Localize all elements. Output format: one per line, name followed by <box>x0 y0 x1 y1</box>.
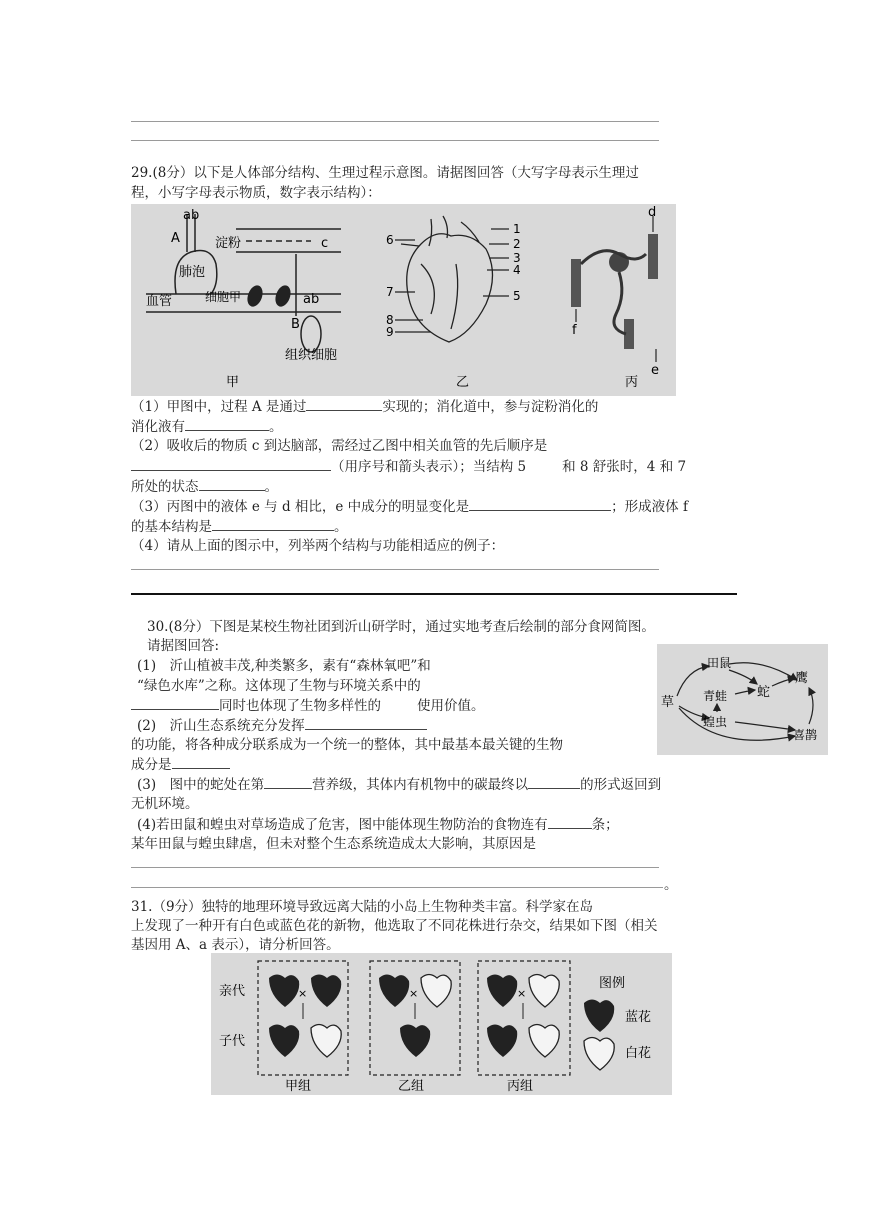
q31-figure-svg <box>211 953 672 1095</box>
panel-bing <box>571 216 658 362</box>
red-cell <box>273 283 294 308</box>
label-zuzhi: 组织细胞 <box>285 348 338 363</box>
node-tianshu: 田鼠 <box>707 656 732 670</box>
legend-title: 图例 <box>599 976 626 991</box>
vessel-d <box>648 234 658 279</box>
white-flower <box>421 975 451 1008</box>
foodweb-figure <box>657 644 828 755</box>
answer-blank[interactable] <box>131 695 219 710</box>
panel-label-yi: 乙 <box>456 375 470 390</box>
node-qingwa: 青蛙 <box>703 689 728 703</box>
arrow-she-ying <box>772 678 795 686</box>
panel-label-bing: 丙 <box>625 375 639 390</box>
group-yi <box>379 975 451 1058</box>
q31-header-line3: 基因用 A、a 表示），请分析回答。 <box>131 937 340 953</box>
q30-s3-line2: 无机环境。 <box>131 796 199 812</box>
label-xueguan: 血管 <box>146 294 173 309</box>
heart-num-1: 1 <box>513 222 521 236</box>
heart-num-5: 5 <box>513 289 521 303</box>
q29-s2-line2: （用序号和箭头表示）；当结构 5 和 8 舒张时，4 和 7 <box>131 456 686 477</box>
answer-blank[interactable] <box>305 715 427 730</box>
legend-white-label: 白花 <box>625 1046 652 1061</box>
group-jia <box>269 975 341 1058</box>
blue-flower <box>311 975 341 1008</box>
collecting-duct <box>571 259 581 307</box>
white-flower <box>311 1025 341 1058</box>
q31-figure <box>211 953 672 1095</box>
heart-outline <box>407 234 493 342</box>
vessel <box>429 219 432 246</box>
q29-header-line1: 29.(8分）以下是人体部分结构、生理过程示意图。请据图回答（大写字母表示生理过 <box>131 165 639 181</box>
q29-figure <box>131 204 676 396</box>
answer-blank[interactable] <box>172 754 230 769</box>
answer-line <box>131 140 659 141</box>
q29-s2-line1: （2）吸收后的物质 c 到达脑部，需经过乙图中相关血管的先后顺序是 <box>131 438 548 454</box>
vessel <box>461 222 479 242</box>
label-group-yi: 乙组 <box>398 1079 425 1094</box>
answer-line[interactable] <box>131 569 659 570</box>
label-group-jia: 甲组 <box>285 1079 312 1094</box>
legend-blue-label: 蓝花 <box>625 1010 652 1025</box>
q31-header-line2: 上发现了一种开有白色或蓝色花的新物，他选取了不同花株进行杂交，结果如下图（相关 <box>131 918 658 934</box>
red-cell <box>245 283 266 308</box>
label-group-bing: 丙组 <box>507 1079 534 1094</box>
heart-num-8: 8 <box>386 313 394 327</box>
q30-s1-line2: “绿色水库”之称。这体现了生物与环境关系中的 <box>137 678 421 694</box>
arrow-huangchong-xique <box>735 722 795 730</box>
tissue-cell-shape <box>301 316 321 352</box>
panel-yi <box>395 216 509 342</box>
label-B: B <box>291 317 300 332</box>
q29-header-line2: 程，小写字母表示物质，数字表示结构）： <box>131 185 381 201</box>
label-feipao: 肺泡 <box>179 265 206 280</box>
group-bing <box>487 975 559 1058</box>
answer-blank[interactable] <box>528 774 580 789</box>
cross-mark: × <box>409 987 419 1000</box>
q30-s4-end: 。 <box>664 877 678 893</box>
label-e: e <box>651 363 659 378</box>
q29-s1-line2: 消化液有 。 <box>131 416 283 437</box>
q30-s4-line2: 某年田鼠与蝗虫肆虐，但未对整个生态系统造成太大影响，其原因是 <box>131 836 536 852</box>
q30-s1-line1: (1) 沂山植被丰茂,种类繁多，素有“森林氧吧”和 <box>137 658 431 674</box>
answer-blank[interactable] <box>185 416 269 431</box>
blue-flower <box>487 1025 517 1058</box>
q30-s2-line2: 的功能，将各种成分联系成为一个统一的整体，其中最基本最关键的生物 <box>131 737 563 753</box>
arrow-cao-xique <box>679 708 795 740</box>
label-d: d <box>648 205 657 220</box>
node-ying: 鹰 <box>795 671 809 686</box>
label-c: c <box>321 236 329 251</box>
q30-s3-line1: (3) 图中的蛇处在第 营养级，其体内有机物中的碳最终以 的形式返回到 <box>137 774 661 795</box>
label-qindai: 亲代 <box>219 984 246 999</box>
arrow-xique-ying <box>809 688 813 724</box>
label-f: f <box>572 323 577 338</box>
answer-blank[interactable] <box>131 456 331 471</box>
white-flower <box>529 1025 559 1058</box>
answer-blank[interactable] <box>212 516 334 531</box>
answer-blank[interactable] <box>199 476 265 491</box>
blue-flower <box>400 1025 430 1058</box>
node-she: 蛇 <box>757 685 771 700</box>
answer-blank[interactable] <box>469 496 611 511</box>
label-ab-bottom: ab <box>303 292 320 307</box>
q30-s1-line3: 同时也体现了生物多样性的 使用价值。 <box>131 695 485 716</box>
inner-line <box>421 264 434 314</box>
label-dianfen: 淀粉 <box>215 236 242 251</box>
blue-flower <box>269 975 299 1008</box>
node-xique: 喜鹊 <box>793 728 818 742</box>
answer-line[interactable] <box>131 887 663 888</box>
q29-s3-line2: 的基本结构是 。 <box>131 516 348 537</box>
q30-s2-line3: 成分是 <box>131 754 230 775</box>
q30-header-line1: 30.(8分）下图是某校生物社团到沂山研学时，通过实地考查后绘制的部分食网简图。 <box>147 619 655 635</box>
arrow-qingwa-she <box>735 690 755 694</box>
label-xibaojia: 细胞甲 <box>205 290 242 304</box>
answer-blank[interactable] <box>264 774 312 789</box>
answer-blank[interactable] <box>306 396 382 411</box>
heart-num-2: 2 <box>513 237 521 251</box>
q29-s1-line1: （1）甲图中，过程 A 是通过 实现的；消化道中，参与淀粉消化的 <box>131 396 598 417</box>
heart-num-4: 4 <box>513 263 521 277</box>
section-divider <box>131 593 737 595</box>
legend-white-swatch <box>584 1038 614 1071</box>
label-zidai: 子代 <box>219 1034 246 1049</box>
cross-mark: × <box>298 987 308 1000</box>
heart-num-9: 9 <box>386 325 394 339</box>
cross-mark: × <box>517 987 527 1000</box>
blue-flower <box>379 975 409 1008</box>
answer-line <box>131 121 659 122</box>
q30-s2-line1: (2) 沂山生态系统充分发挥 <box>137 715 427 736</box>
foodweb-svg <box>657 644 828 755</box>
blue-flower <box>269 1025 299 1058</box>
label-ab-top: ab <box>183 208 200 223</box>
heart-num-7: 7 <box>386 285 394 299</box>
q30-s4-line1: (4)若田鼠和蝗虫对草场造成了危害，图中能体现生物防治的食物连有 条； <box>137 814 619 835</box>
legend-blue-swatch <box>584 1000 614 1033</box>
q29-s2-line3: 所处的状态 。 <box>131 476 278 497</box>
arrow-tianshu-she <box>729 670 757 684</box>
q31-header-line1: 31.（9分）独特的地理环境导致远离大陆的小岛上生物种类丰富。科学家在岛 <box>131 899 594 915</box>
node-huangchong: 蝗虫 <box>703 715 728 729</box>
answer-blank[interactable] <box>548 814 592 829</box>
q29-figure-svg <box>131 204 676 396</box>
panel-label-jia: 甲 <box>226 375 240 390</box>
q29-s4: （4）请从上面的图示中，列举两个结构与功能相适应的例子： <box>131 538 505 554</box>
heart-num-6: 6 <box>386 233 394 247</box>
label-A: A <box>171 231 180 246</box>
arrow-tianshu-ying <box>729 663 797 680</box>
heart-num-3: 3 <box>513 251 521 265</box>
inner-line <box>451 264 458 329</box>
vessel <box>401 244 419 246</box>
white-flower <box>529 975 559 1008</box>
q30-header-line2: 请据图回答: <box>147 638 220 654</box>
answer-line[interactable] <box>131 867 659 868</box>
node-cao: 草 <box>661 695 675 710</box>
q29-s3-line1: （3）丙图中的液体 e 与 d 相比，e 中成分的明显变化是 ；形成液体 f <box>131 496 688 517</box>
blue-flower <box>487 975 517 1008</box>
